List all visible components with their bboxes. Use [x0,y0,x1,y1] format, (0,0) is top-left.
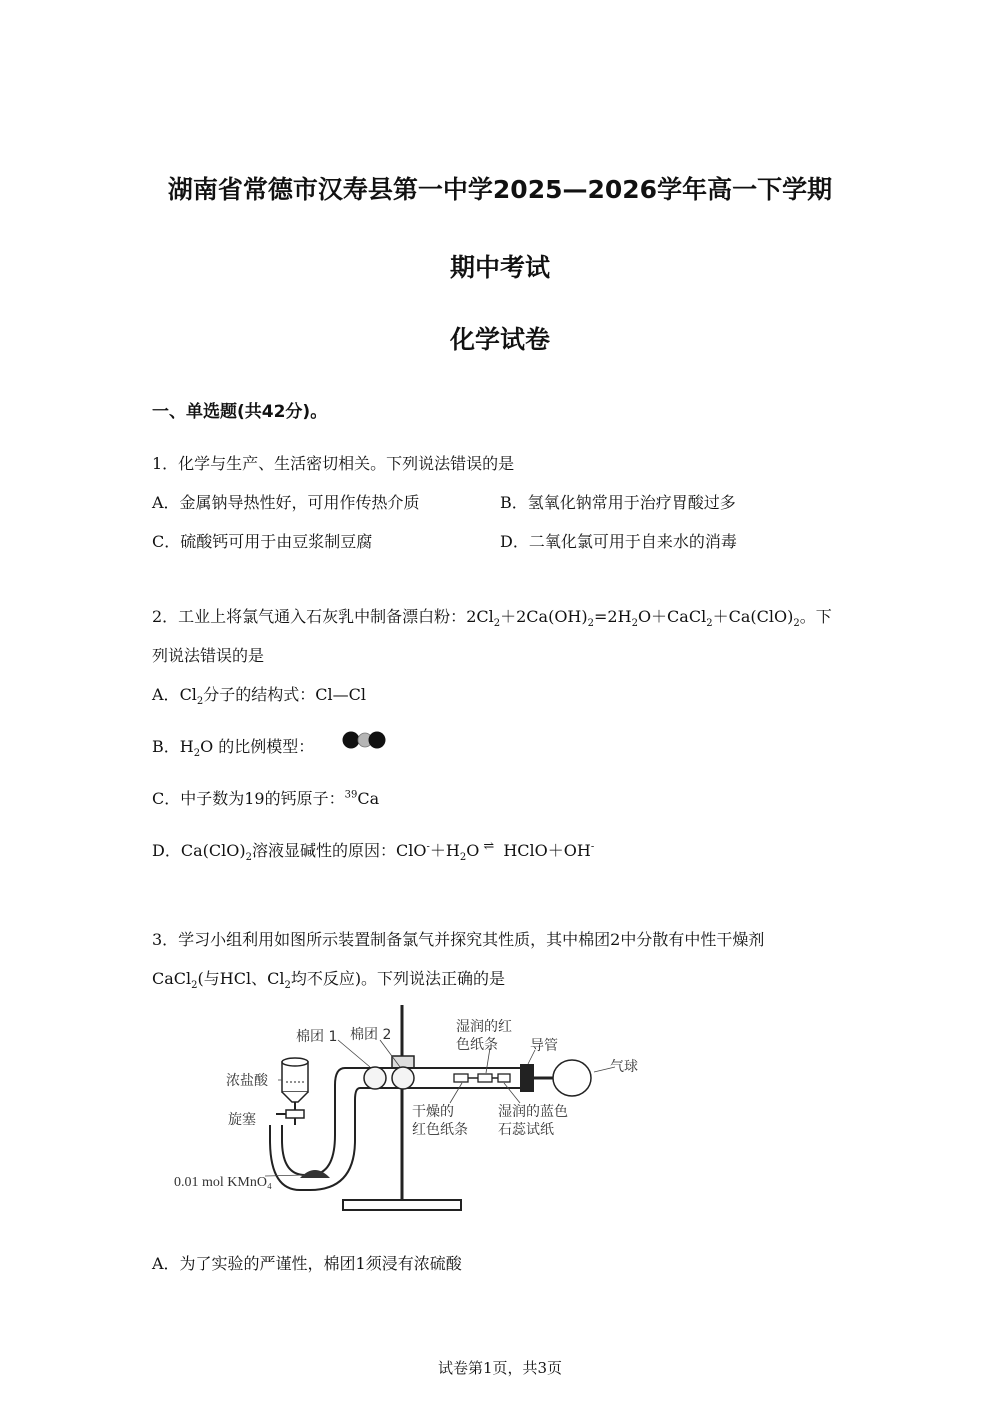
q1-option-b: B．氢氧化钠常用于治疗胃酸过多 [500,493,736,512]
q2-option-c-mass-number: 39 [344,789,358,801]
label-wet-red-1: 湿润的红 [456,1019,512,1035]
q2-option-b: B．$H_2O$ 的比例模型： [152,737,315,760]
q3-stem-line2-b: 均不反应)。下列说法正确的是 [290,969,506,988]
q2-equation: $2Cl_2+2Ca(OH)_2=2H_2O+CaCl_2+Ca(ClO)_2$ [466,607,800,630]
stand-base [343,1200,461,1210]
label-conc-hcl: 浓盐酸 [226,1073,268,1089]
dry-red-paper [454,1074,468,1082]
q2-option-a: A．$Cl_2$分子的结构式：Cl—Cl [152,685,367,708]
cotton-ball-1 [364,1067,386,1089]
label-tube: 导管 [530,1038,558,1054]
exam-title-line3: 化学试卷 [449,325,550,354]
q3-stem-line1: 3．学习小组利用如图所示装置制备氯气并探究其性质，其中棉团2中分散有中性干燥剂 [152,930,765,949]
q2-option-c-symbol: Ca [357,789,380,808]
label-wet-blue-1: 湿润的蓝色 [498,1104,568,1120]
wet-red-paper [478,1074,492,1082]
clamp [392,1056,414,1068]
q2-option-d-text: 溶液显碱性的原因： [251,841,396,860]
q2-option-a-text: 分子的结构式：Cl—Cl [203,685,367,704]
q2-stem-suffix: 。下 [799,607,832,626]
label-kmno4: 0.01 mol KMnO₄ [174,1175,272,1190]
q2-option-d-prefix: D． [152,841,181,860]
page-footer: 试卷第1页，共3页 [437,1359,563,1377]
label-wet-red-2: 色纸条 [456,1037,498,1053]
label-balloon: 气球 [610,1059,638,1075]
section-heading: 一、单选题(共42分)。 [152,402,328,422]
label-stopcock: 旋塞 [228,1112,256,1128]
q2-option-d: D．$Ca(ClO)_2$溶液显碱性的原因：$ClO^-+H_2O$ ⇌ HClO＋OH- [152,839,595,864]
q3-option-a: A．为了实验的严谨性，棉团1须浸有浓硫酸 [152,1254,462,1273]
water-space-filling-model-icon [338,728,390,752]
q1-option-c: C．硫酸钙可用于由豆浆制豆腐 [152,532,373,551]
chlorine-apparatus-diagram [170,1000,660,1220]
equilibrium-arrow-icon: ⇌ [483,839,495,854]
wet-blue-litmus [498,1074,510,1082]
stopcock [286,1110,304,1118]
label-cotton-2: 棉团 2 [350,1027,392,1043]
exam-title-line1: 湖南省常德市汉寿县第一中学2025—2026学年高一下学期 [167,175,833,204]
q2-stem-line2: 列说法错误的是 [152,646,265,665]
label-wet-blue-2: 石蕊试纸 [498,1122,554,1138]
q2-option-a-prefix: A． [152,685,180,704]
label-dry-red-1: 干燥的 [412,1104,454,1120]
rubber-stopper [520,1064,534,1092]
q2-option-b-text: 的比例模型： [218,737,315,756]
q3-stem-line2-a: (与HCl、 [197,969,268,988]
q1-option-d: D．二氧化氯可用于自来水的消毒 [500,532,737,551]
q2-option-c [152,786,379,809]
q1-stem: 1．化学与生产、生活密切相关。下列说法错误的是 [152,454,515,473]
exam-title-line2: 期中考试 [449,253,550,282]
q2-option-b-prefix: B． [152,737,180,756]
cotton-ball-2 [392,1067,414,1089]
label-dry-red-2: 红色纸条 [412,1122,468,1138]
q2-stem [152,604,832,629]
q2-option-c-text: C．中子数为19的钙原子： [152,789,345,808]
q3-stem-line2: CaCl$_2$(与HCl、$Cl_2$均不反应)。下列说法正确的是 [152,969,506,992]
q1-option-a: A．金属钠导热性好，可用作传热介质 [152,493,420,512]
kmno4-solid [300,1170,330,1178]
q2-stem-prefix: 2．工业上将氯气通入石灰乳中制备漂白粉： [152,607,467,626]
label-cotton-1: 棉团 1 [296,1029,338,1045]
balloon [553,1060,591,1096]
